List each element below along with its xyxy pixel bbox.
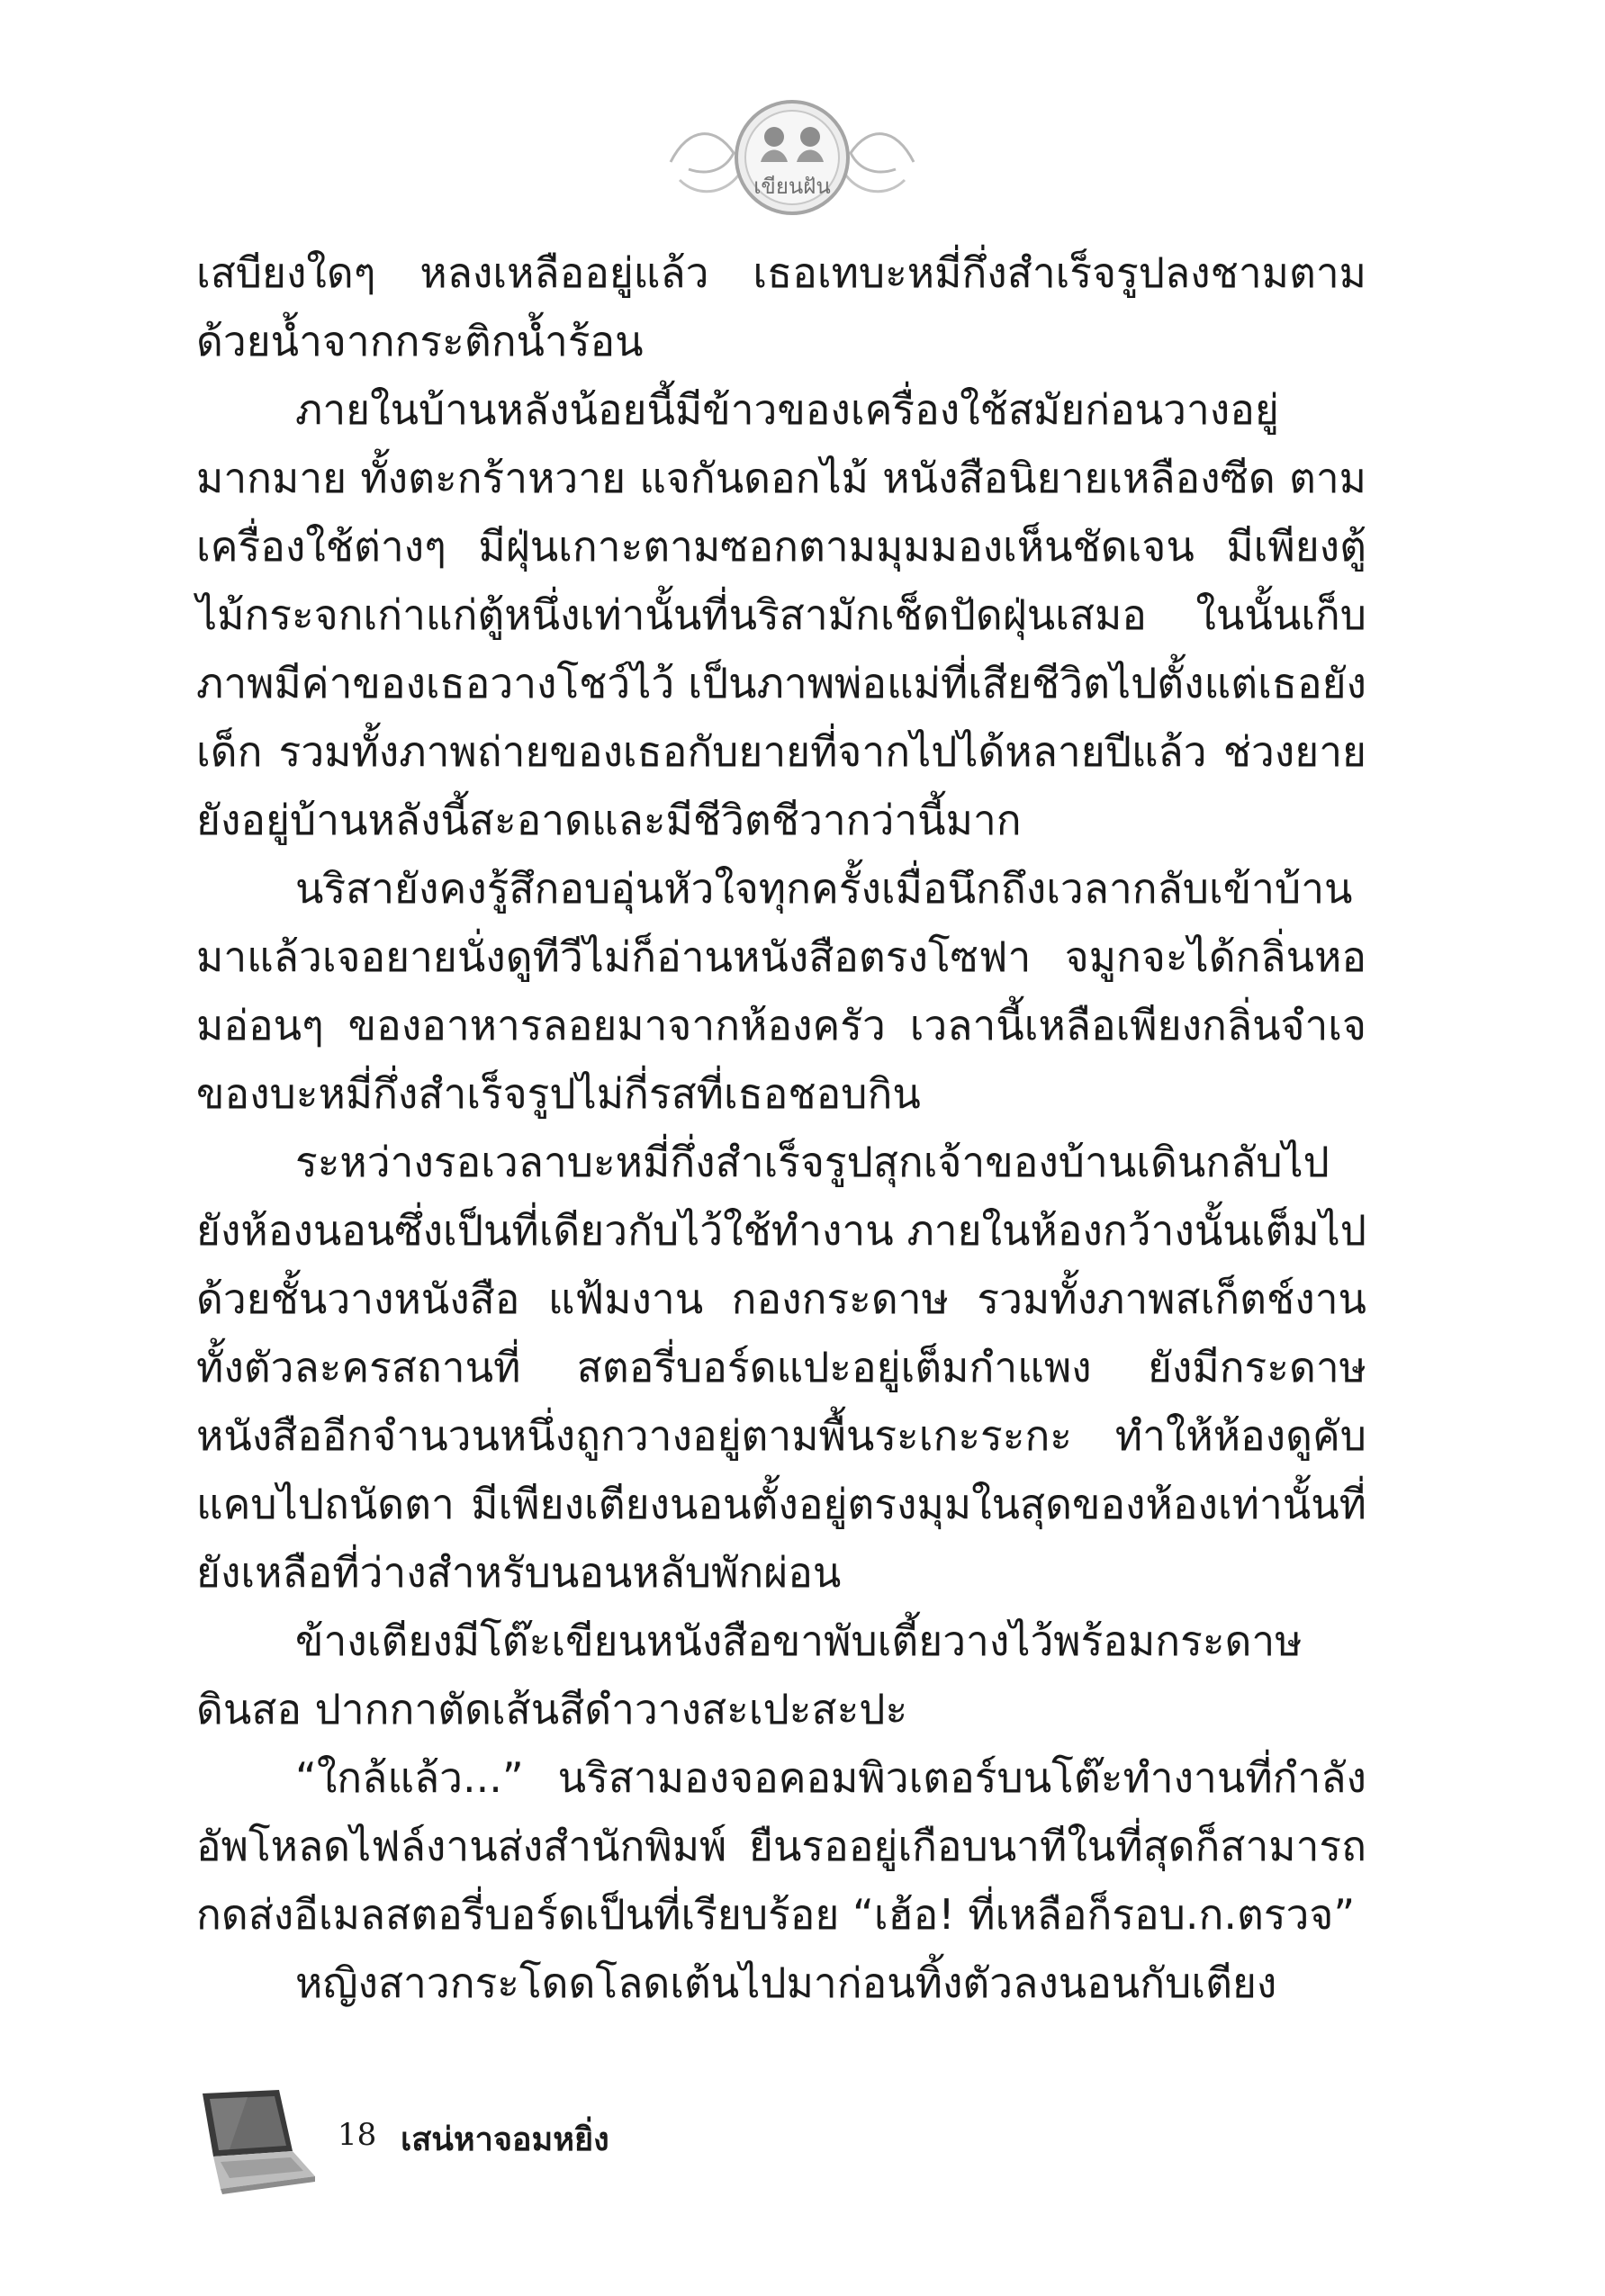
laptop-icon (194, 2088, 320, 2196)
header-emblem (662, 90, 923, 225)
paragraph: ภายในบ้านหลังน้อยนี้มีข้าวของเครื่องใช้สมัยก่อนวางอยู่มากมาย ทั้งตะกร้าหวาย แจกันดอกไม้ หนังสือนิยายเหลืองซีด ตามเครื่องใช้ต่างๆ มีฝุ่นเกาะตามซอกตามมุมมองเห็นชัดเจน มีเพียงตู้ไม้กระจกเก่าแก่ตู้หนึ่งเท่านั้นที่นริสามักเช็ดปัดฝุ่นเสมอ ในนั้นเก็บภาพมีค่าของเธอวางโชว์ไว้ เป็นภาพพ่อแม่ที่เสียชีวิตไปตั้งแต่เธอยังเด็ก รวมทั้งภาพถ่ายของเธอกับยายที่จากไปได้หลายปีแล้ว ช่วงยายยังอยู่บ้านหลังนี้สะอาดและมีชีวิตชีวากว่านี้มาก (196, 385, 1366, 844)
page-body (196, 239, 1366, 2017)
book-title: เสน่หาจอมหยิ่ง (401, 2121, 609, 2158)
paragraph: นริสายังคงรู้สึกอบอุ่นหัวใจทุกครั้งเมื่อนึกถึงเวลากลับเข้าบ้านมาแล้วเจอยายนั่งดูทีวีไม่ก็อ่านหนังสือตรงโซฟา จมูกจะได้กลิ่นหอมอ่อนๆ ของอาหารลอยมาจากห้องครัว เวลานี้เหลือเพียงกลิ่นจำเจของบะหมี่กึ่งสำเร็จรูปไม่กี่รสที่เธอชอบกิน (196, 864, 1366, 1118)
emblem-logo-text: เขียนฝัน (753, 174, 831, 199)
paragraph: เสบียงใดๆ หลงเหลืออยู่แล้ว เธอเทบะหมี่กึ่งสำเร็จรูปลงชามตามด้วยน้ำจากกระติกน้ำร้อน (196, 248, 1366, 365)
paragraph: ระหว่างรอเวลาบะหมี่กึ่งสำเร็จรูปสุกเจ้าของบ้านเดินกลับไปยังห้องนอนซึ่งเป็นที่เดียวกับไว้ใช้ทำงาน ภายในห้องกว้างนั้นเต็มไปด้วยชั้นวางหนังสือ แฟ้มงาน กองกระดาษ รวมทั้งภาพสเก็ตช์งานทั้งตัวละครสถานที่ สตอรี่บอร์ดแปะอยู่เต็มกำแพง ยังมีกระดาษหนังสืออีกจำนวนหนึ่งถูกวางอยู่ตามพื้นระเกะระกะ ทำให้ห้องดูคับแคบไปถนัดตา มีเพียงเตียงนอนตั้งอยู่ตรงมุมในสุดของห้องเท่านั้นที่ยังเหลือที่ว่างสำหรับนอนหลับพักผ่อน (196, 1138, 1366, 1597)
paragraph: หญิงสาวกระโดดโลดเต้นไปมาก่อนทิ้งตัวลงนอนกับเตียง (295, 1958, 1277, 2007)
paragraph: ข้างเตียงมีโต๊ะเขียนหนังสือขาพับเตี้ยวางไว้พร้อมกระดาษ ดินสอ ปากกาตัดเส้นสีดำวางสะเปะสะปะ (196, 1616, 1303, 1733)
ornament-emblem-icon (662, 90, 923, 225)
page-footer (0, 2070, 1605, 2214)
page-number: 18 (338, 2117, 377, 2153)
paragraph: “ใกล้แล้ว...” นริสามองจอคอมพิวเตอร์บนโต๊ะทำงานที่กำลังอัพโหลดไฟล์งานส่งสำนักพิมพ์ ยืนรออยู่เกือบนาทีในที่สุดก็สามารถกดส่งอีเมลสตอรี่บอร์ดเป็นที่เรียบร้อย “เฮ้อ! ที่เหลือก็รอบ.ก.ตรวจ” (196, 1753, 1366, 1939)
